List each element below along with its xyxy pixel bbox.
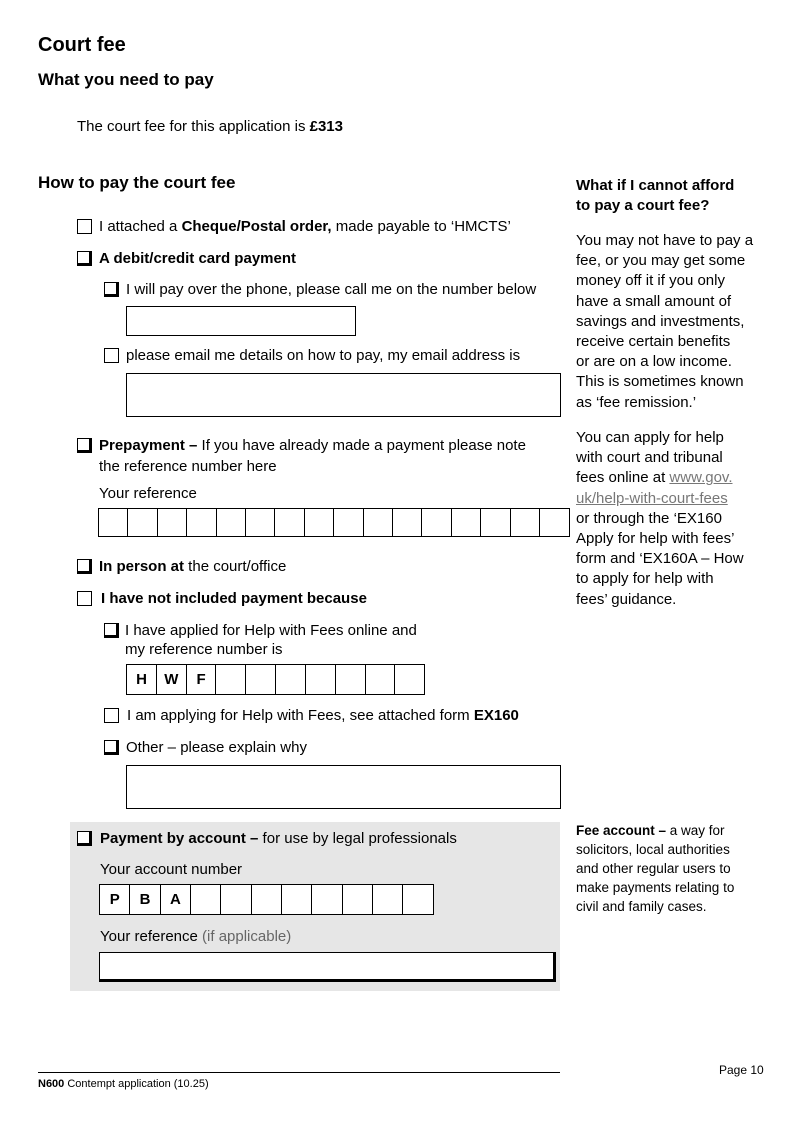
other-reason-input[interactable] xyxy=(126,765,561,809)
fee-amount: £313 xyxy=(309,118,343,135)
hwf-online-label-2: my reference number is xyxy=(125,641,283,658)
prepayment-reference-boxes[interactable] xyxy=(98,508,570,537)
fee-account-note xyxy=(576,821,776,916)
entry-box[interactable] xyxy=(335,664,366,695)
afford-line: fee, or you may get some xyxy=(576,252,746,270)
entry-box[interactable] xyxy=(305,664,336,695)
cheque-prefix: I attached a xyxy=(99,218,182,235)
entry-box[interactable] xyxy=(190,884,222,915)
how-to-pay-heading: How to pay the court fee xyxy=(38,173,236,192)
entry-box[interactable] xyxy=(157,508,188,537)
apply-line: fees’ guidance. xyxy=(576,590,677,608)
afford-heading-line-2: to pay a court fee? xyxy=(576,197,710,215)
afford-heading xyxy=(576,176,766,216)
prefix-box: F xyxy=(186,664,217,695)
prefix-box: H xyxy=(126,664,157,695)
account-label xyxy=(100,829,457,849)
hwf-reference-boxes[interactable] xyxy=(126,664,425,695)
not-included-label: I have not included payment because xyxy=(101,590,367,607)
card-checkbox[interactable] xyxy=(77,251,92,266)
phone-number-input[interactable] xyxy=(126,306,356,336)
page-title: Court fee xyxy=(38,34,126,56)
footer-form-label xyxy=(38,1078,209,1090)
prefix-box: A xyxy=(160,884,192,915)
email-input[interactable] xyxy=(126,373,561,417)
account-bold: Payment by account – xyxy=(100,830,259,847)
fee-account-line xyxy=(576,821,776,840)
footer-divider xyxy=(38,1072,560,1073)
account-number-boxes[interactable] xyxy=(99,884,434,915)
ex160-prefix: I am applying for Help with Fees, see attached form xyxy=(127,707,474,724)
prepayment-ref-label: Your reference xyxy=(99,485,197,502)
other-label: Other – please explain why xyxy=(126,739,307,756)
entry-box[interactable] xyxy=(251,884,283,915)
in-person-suffix: the court/office xyxy=(184,558,287,575)
apply-line: You can apply for help xyxy=(576,429,724,446)
account-reference-input[interactable] xyxy=(99,952,556,982)
account-ref-hint: (if applicable) xyxy=(197,928,292,945)
entry-box[interactable] xyxy=(480,508,511,537)
afford-line: This is sometimes known xyxy=(576,373,744,391)
entry-box[interactable] xyxy=(186,508,217,537)
entry-box[interactable] xyxy=(402,884,434,915)
apply-line: to apply for help with xyxy=(576,570,714,588)
prefix-box: P xyxy=(99,884,131,915)
afford-line: money off it if you only xyxy=(576,272,725,290)
other-checkbox[interactable] xyxy=(104,740,119,755)
afford-line: You may not have to pay a xyxy=(576,232,754,249)
cheque-bold: Cheque/Postal order, xyxy=(181,218,332,235)
fee-account-line: solicitors, local authorities xyxy=(576,842,730,857)
in-person-checkbox[interactable] xyxy=(77,559,92,574)
what-to-pay-heading: What you need to pay xyxy=(38,70,214,89)
fee-account-line: civil and family cases. xyxy=(576,899,707,914)
apply-line: Apply for help with fees’ xyxy=(576,530,735,548)
in-person-bold: In person at xyxy=(99,558,185,575)
apply-line: or through the ‘EX160 xyxy=(576,509,722,527)
ex160-label xyxy=(127,706,519,726)
entry-box[interactable] xyxy=(127,508,158,537)
entry-box[interactable] xyxy=(274,508,305,537)
entry-box[interactable] xyxy=(216,508,247,537)
afford-line: as ‘fee remission.’ xyxy=(576,393,697,411)
entry-box[interactable] xyxy=(304,508,335,537)
entry-box[interactable] xyxy=(510,508,541,537)
hwf-online-label-1: I have applied for Help with Fees online and xyxy=(125,622,417,639)
entry-box[interactable] xyxy=(333,508,364,537)
account-checkbox[interactable] xyxy=(77,831,92,846)
apply-line: with court and tribunal xyxy=(576,449,723,467)
phone-label: I will pay over the phone, please call me on the number below xyxy=(126,281,537,298)
cheque-checkbox[interactable] xyxy=(77,219,92,234)
afford-line: savings and investments, xyxy=(576,312,745,330)
entry-box[interactable] xyxy=(215,664,246,695)
fee-account-bold: Fee account – xyxy=(576,823,667,838)
entry-box[interactable] xyxy=(392,508,423,537)
prefix-box: W xyxy=(156,664,187,695)
card-label: A debit/credit card payment xyxy=(99,250,296,267)
page-number: Page 10 xyxy=(719,1063,764,1077)
fee-account-line: and other regular users to xyxy=(576,861,731,876)
cheque-label xyxy=(99,217,511,237)
afford-heading-line-1: What if I cannot afford xyxy=(576,177,735,194)
apply-line xyxy=(576,468,766,488)
hwf-online-checkbox[interactable] xyxy=(104,623,119,638)
entry-box[interactable] xyxy=(311,884,343,915)
entry-box[interactable] xyxy=(421,508,452,537)
email-label: please email me details on how to pay, my email address is xyxy=(126,347,521,364)
cheque-suffix: made payable to ‘HMCTS’ xyxy=(331,218,511,235)
ex160-checkbox[interactable] xyxy=(104,708,119,723)
phone-checkbox[interactable] xyxy=(104,282,119,297)
prepayment-checkbox[interactable] xyxy=(77,438,92,453)
apply-help-text xyxy=(576,428,766,610)
entry-box[interactable] xyxy=(394,664,425,695)
entry-box[interactable] xyxy=(275,664,306,695)
entry-box[interactable] xyxy=(220,884,252,915)
afford-line: receive certain benefits xyxy=(576,333,731,351)
entry-box[interactable] xyxy=(281,884,313,915)
in-person-label xyxy=(99,557,286,577)
entry-box[interactable] xyxy=(245,664,276,695)
fee-statement xyxy=(77,117,343,137)
fee-account-line: make payments relating to xyxy=(576,880,735,895)
apply-text: fees online at xyxy=(576,469,670,487)
entry-box[interactable] xyxy=(98,508,129,537)
entry-box[interactable] xyxy=(451,508,482,537)
apply-line: form and ‘EX160A – How xyxy=(576,550,744,568)
afford-body xyxy=(576,231,766,413)
prepayment-bold: Prepayment – xyxy=(99,437,198,454)
entry-box[interactable] xyxy=(342,884,374,915)
help-with-fees-link-cont[interactable]: uk/help-with-court-fees xyxy=(576,489,728,507)
email-checkbox[interactable] xyxy=(104,348,119,363)
entry-box[interactable] xyxy=(363,508,394,537)
fee-text: The court fee for this application is xyxy=(77,118,310,135)
fee-account-text: a way for xyxy=(666,823,725,838)
prefix-box: B xyxy=(129,884,161,915)
entry-box[interactable] xyxy=(539,508,570,537)
afford-line: have a small amount of xyxy=(576,292,732,310)
account-ref-text: Your reference xyxy=(100,928,198,945)
entry-box[interactable] xyxy=(365,664,396,695)
account-suffix: for use by legal professionals xyxy=(258,830,457,847)
account-number-label: Your account number xyxy=(100,861,243,878)
form-code: N600 xyxy=(38,1078,65,1090)
not-included-checkbox[interactable] xyxy=(77,591,92,606)
account-ref-label xyxy=(100,927,291,947)
entry-box[interactable] xyxy=(245,508,276,537)
afford-line: or are on a low income. xyxy=(576,353,732,371)
prepayment-text-2: the reference number here xyxy=(99,458,277,475)
prepayment-text: If you have already made a payment please note xyxy=(197,437,526,454)
entry-box[interactable] xyxy=(372,884,404,915)
form-name: Contempt application (10.25) xyxy=(64,1078,209,1090)
help-with-fees-link[interactable]: www.gov. xyxy=(669,469,733,487)
prepayment-label xyxy=(99,436,526,456)
ex160-bold: EX160 xyxy=(473,707,519,724)
